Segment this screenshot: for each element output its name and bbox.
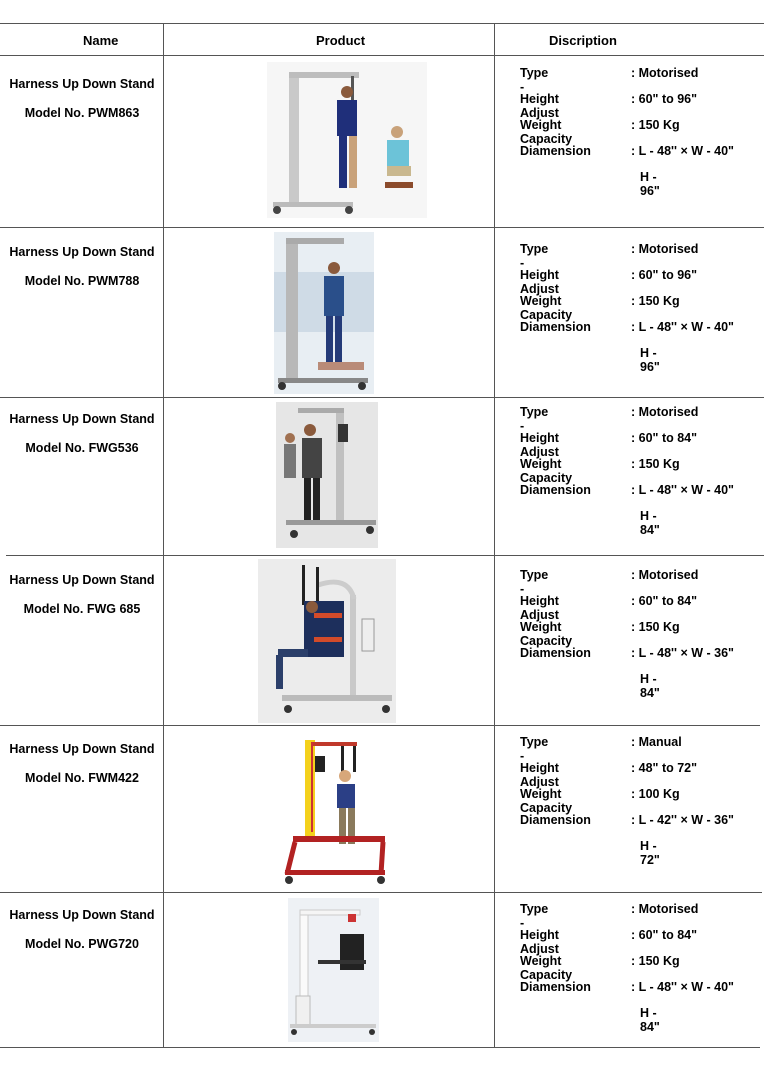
product-name-cell (0, 907, 164, 952)
type-value: : Motorised (631, 568, 699, 582)
product-photo (274, 232, 374, 394)
product-name-cell (0, 244, 164, 289)
product-title: Harness Up Down Stand (9, 245, 155, 259)
height-adjust-label: Height Adjust (520, 268, 559, 296)
table-row (0, 556, 764, 725)
weight-capacity-value: : 150 Kg (631, 954, 680, 968)
product-photo (276, 402, 378, 548)
weight-capacity-value: : 150 Kg (631, 620, 680, 634)
dimension-label: Diamension (520, 646, 591, 660)
harness-stand-icon (267, 62, 427, 218)
dimension-height: H - 96" (640, 346, 660, 374)
type-label: Type - (520, 735, 549, 763)
product-name-cell (0, 741, 164, 786)
dimension-label: Diamension (520, 320, 591, 334)
height-adjust-value: : 60" to 96" (631, 92, 698, 106)
weight-capacity-value: : 150 Kg (631, 118, 680, 132)
product-title: Harness Up Down Stand (9, 742, 155, 756)
weight-capacity-label: Weight Capacity (520, 787, 573, 815)
type-value: : Motorised (631, 66, 699, 80)
height-adjust-label: Height Adjust (520, 761, 559, 789)
weight-capacity-value: : 150 Kg (631, 457, 680, 471)
dimension-height: H - 96" (640, 170, 660, 198)
product-title: Harness Up Down Stand (9, 908, 155, 922)
model-number: Model No. FWG536 (25, 441, 139, 455)
type-label: Type - (520, 902, 549, 930)
harness-stand-icon (283, 738, 387, 886)
dimension-value: : L - 48'' × W - 40" (631, 483, 734, 497)
dimension-height: H - 84" (640, 509, 660, 537)
dimension-value: : L - 42'' × W - 36" (631, 813, 734, 827)
weight-capacity-label: Weight Capacity (520, 294, 573, 322)
dimension-label: Diamension (520, 813, 591, 827)
height-adjust-label: Height Adjust (520, 92, 559, 120)
product-title: Harness Up Down Stand (9, 412, 155, 426)
dimension-label: Diamension (520, 483, 591, 497)
model-number: Model No. FWG 685 (23, 602, 141, 616)
weight-capacity-label: Weight Capacity (520, 118, 573, 146)
type-label: Type - (520, 242, 549, 270)
height-adjust-value: : 60" to 96" (631, 268, 698, 282)
model-number: Model No. PWM788 (24, 274, 140, 288)
type-value: : Motorised (631, 242, 699, 256)
product-name-cell (0, 411, 164, 456)
type-value: : Motorised (631, 405, 699, 419)
product-photo (267, 62, 427, 218)
header-description: Discription (549, 33, 617, 48)
product-name-cell (0, 572, 164, 617)
product-name-cell (0, 76, 164, 121)
height-adjust-label: Height Adjust (520, 594, 559, 622)
dimension-label: Diamension (520, 144, 591, 158)
dimension-height: H - 84" (640, 1006, 660, 1034)
height-adjust-label: Height Adjust (520, 928, 559, 956)
type-label: Type - (520, 568, 549, 596)
model-number: Model No. PWM863 (24, 106, 140, 120)
model-number: Model No. FWM422 (25, 771, 139, 785)
table-row (0, 893, 764, 1047)
harness-stand-icon (274, 232, 374, 394)
weight-capacity-value: : 100 Kg (631, 787, 680, 801)
product-photo (288, 898, 379, 1042)
height-adjust-value: : 60" to 84" (631, 594, 698, 608)
type-label: Type - (520, 66, 549, 94)
table-bottom-border (0, 1047, 760, 1048)
product-title: Harness Up Down Stand (9, 573, 155, 587)
product-title: Harness Up Down Stand (9, 77, 155, 91)
dimension-height: H - 72" (640, 839, 660, 867)
type-value: : Manual (631, 735, 682, 749)
table-row (0, 56, 764, 227)
harness-stand-icon (258, 559, 396, 723)
weight-capacity-label: Weight Capacity (520, 620, 573, 648)
dimension-value: : L - 48'' × W - 36" (631, 646, 734, 660)
table-row (0, 726, 764, 892)
weight-capacity-label: Weight Capacity (520, 954, 573, 982)
header-product: Product (316, 33, 366, 48)
height-adjust-value: : 48" to 72" (631, 761, 698, 775)
dimension-label: Diamension (520, 980, 591, 994)
dimension-height: H - 84" (640, 672, 660, 700)
dimension-value: : L - 48'' × W - 40" (631, 980, 734, 994)
type-label: Type - (520, 405, 549, 433)
product-photo (258, 559, 396, 723)
type-value: : Motorised (631, 902, 699, 916)
harness-stand-icon (276, 402, 378, 548)
table-row (0, 398, 764, 555)
harness-stand-icon (288, 898, 379, 1042)
model-number: Model No. PWG720 (25, 937, 139, 951)
height-adjust-label: Height Adjust (520, 431, 559, 459)
table-row (0, 228, 764, 397)
dimension-value: : L - 48'' × W - 40" (631, 144, 734, 158)
dimension-value: : L - 48'' × W - 40" (631, 320, 734, 334)
product-photo (283, 738, 387, 886)
weight-capacity-label: Weight Capacity (520, 457, 573, 485)
height-adjust-value: : 60" to 84" (631, 928, 698, 942)
height-adjust-value: : 60" to 84" (631, 431, 698, 445)
weight-capacity-value: : 150 Kg (631, 294, 680, 308)
table-top-border (0, 23, 764, 24)
header-name: Name (83, 33, 119, 48)
